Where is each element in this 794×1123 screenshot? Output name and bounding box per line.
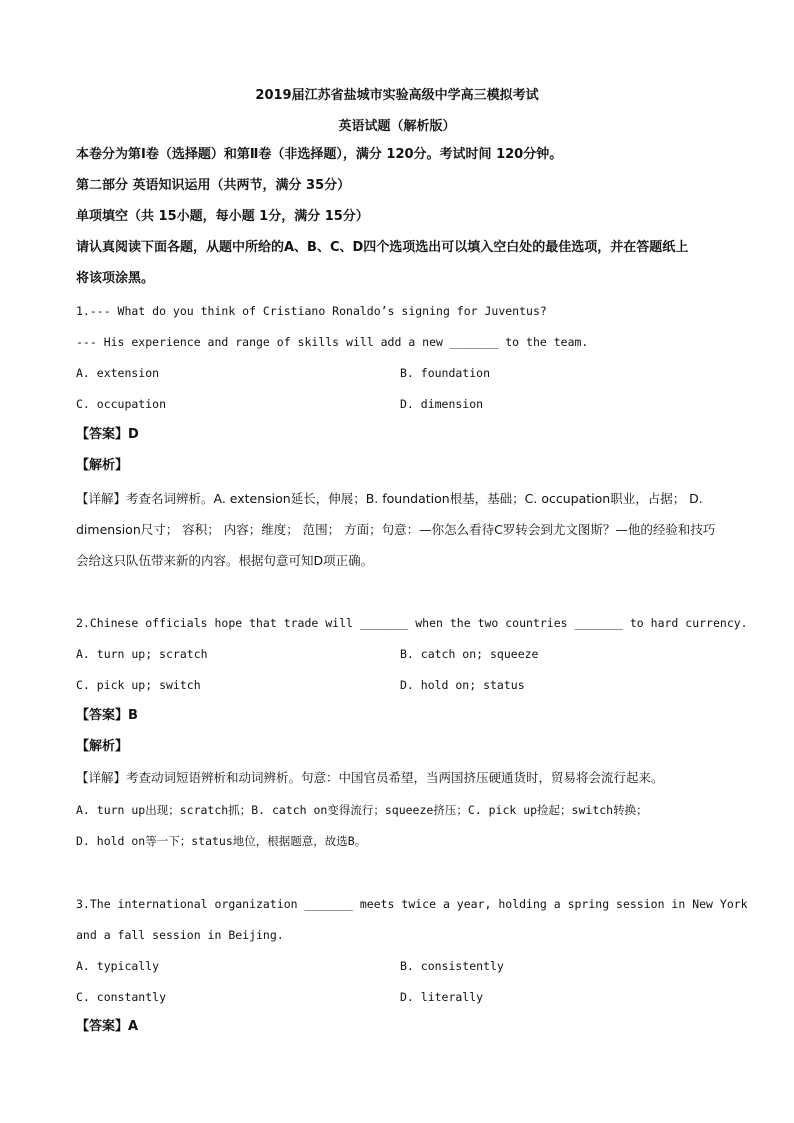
q2-option-c: C. pick up; switch	[76, 678, 201, 692]
q2-option-b: B. catch on; squeeze	[400, 647, 539, 661]
intro-line-3: 单项填空（共 15小题，每小题 1分，满分 15分）	[76, 209, 369, 224]
q2-answer: 【答案】B	[76, 708, 138, 723]
q1-stem-2: --- His experience and range of skills will add a new _______ to the team.	[76, 335, 589, 349]
q1-stem-1: 1.--- What do you think of Cristiano Ronaldo’s signing for Juventus?	[76, 304, 547, 318]
q2-option-a: A. turn up; scratch	[76, 647, 208, 661]
q2-detail-1: 【详解】考查动词短语辨析和动词辨析。句意：中国官员希望，当两国挤压硬通货时，贸易将会流行起来。	[76, 770, 664, 785]
q3-stem-2: and a fall session in Beijing.	[76, 928, 284, 942]
q3-answer: 【答案】A	[76, 1019, 139, 1034]
q2-detail-2: A. turn up出现；scratch抓；B. catch on变得流行；squeeze挤压；C. pick up捡起；switch转换；	[76, 803, 648, 817]
q3-option-d: D. literally	[400, 990, 484, 1004]
q1-analysis-heading: 【解析】	[76, 458, 129, 473]
document-title: 2019届江苏省盐城市实验高级中学高三模拟考试	[255, 88, 539, 103]
q2-analysis-heading: 【解析】	[76, 739, 129, 754]
q2-detail-3: D. hold on等一下；status地位，根据题意，故选B。	[76, 834, 367, 848]
q1-option-b: B. foundation	[400, 366, 491, 380]
q2-stem: 2.Chinese officials hope that trade will _______ when the two countries _______ to hard currency.	[76, 616, 748, 630]
q3-option-c: C. constantly	[76, 990, 167, 1004]
q1-detail: 【详解】考查名词辨析。A. extension延长，伸展；B. foundation根基，基础；C. occupation职业，占据； D. dimension尺寸； 容积； 内容；维度； 范围； 方面；句意：—你怎么看待C罗转会到尤文图斯？—他的经验和技巧会给这只队伍带来新的内容。根据句意可知D项正确。	[76, 491, 716, 568]
intro-line-5: 将该项涂黑。	[76, 271, 155, 286]
document-subtitle: 英语试题（解析版）	[338, 119, 456, 134]
q2-option-d: D. hold on; status	[400, 678, 525, 692]
intro-line-2: 第二部分 英语知识运用（共两节，满分 35分）	[76, 178, 351, 193]
q3-stem-1: 3.The international organization _______ meets twice a year, holding a spring session in New York	[76, 897, 748, 911]
intro-line-1: 本卷分为第Ⅰ卷（选择题）和第Ⅱ卷（非选择题），满分 120分。考试时间 120分钟。	[76, 147, 563, 162]
q1-option-c: C. occupation	[76, 397, 167, 411]
q1-option-a: A. extension	[76, 366, 160, 380]
q1-option-d: D. dimension	[400, 397, 484, 411]
q1-answer: 【答案】D	[76, 427, 139, 442]
q3-option-b: B. consistently	[400, 959, 504, 973]
q3-option-a: A. typically	[76, 959, 160, 973]
intro-line-4: 请认真阅读下面各题，从题中所给的A、B、C、D四个选项选出可以填入空白处的最佳选项，并在答题纸上	[76, 240, 689, 255]
